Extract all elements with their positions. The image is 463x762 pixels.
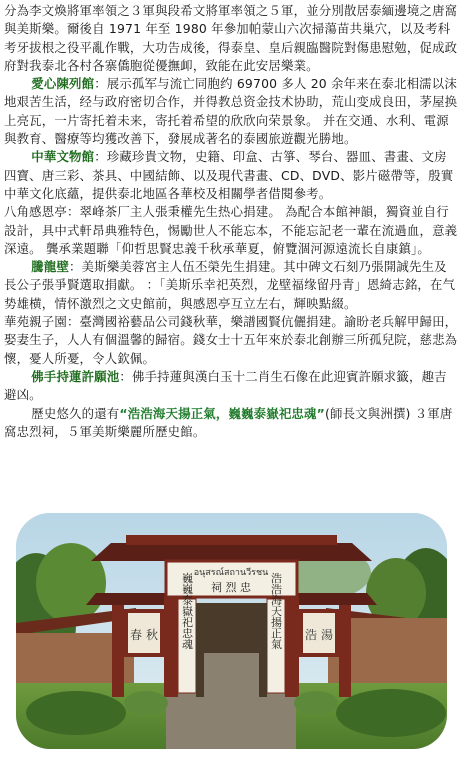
museum-heading: 愛心陳列館 <box>31 76 95 92</box>
buddha-pool-paragraph <box>4 368 459 405</box>
cultural-paragraph <box>4 148 459 203</box>
closing-suffix: (師長文與洲撰) ３軍唐窩忠烈祠，５軍美斯樂麗所歷史館。 <box>4 405 453 439</box>
museum-text: ：展示孤军与流亡同胞约 69700 多人 20 余年来在泰北相濡以沫地艰苦生活，经与政府密切合作，并得教总资金技术协助，荒山变成良田，茅屋换上亮瓦，一片寄托着未来，寄托着希望的欣欣向荣景象。 并在交通、水利、電源與教育、醫療等均獲改善下，發展成著名的泰國旅遊觀光勝地。 <box>4 76 458 147</box>
panel-left-char-1: 春 <box>129 628 143 642</box>
memorial-gate-photo <box>16 513 447 749</box>
garden-paragraph: 華苑親子園：臺灣國裕藝品公司錢秋華，樂譜國賢伉儷捐建。諭盼老兵解甲歸田，娶妻生子，人人有個溫馨的歸宿。錢女士十五年來於泰北創辦三所孤兒院，慈悲為懷，憂人所憂，令人欽佩。 <box>4 314 458 366</box>
closing-quote: “浩浩海天揚正氣，巍巍泰嶽祀忠魂” <box>119 405 325 421</box>
panel-left-char-2: 秋 <box>145 628 159 642</box>
sign-chinese-text: 祠 烈 忠 <box>211 581 251 594</box>
pavilion-paragraph: 八角感恩亭：翠峰茶厂主人張秉權先生热心捐建。 為配合本館神韻，獨資並自行設計，具中式軒昂典雅特色，惕勵世人不能忘本，不能忘記老一輩在流過血，意義深遠。 龔承業題聯「仰哲思賢忠義千秋承華夏，俯覽涸河源遠流长自康鎮」。 <box>4 204 458 256</box>
doorway-light <box>204 653 259 697</box>
closing-paragraph <box>4 405 459 442</box>
museum-paragraph <box>4 75 459 148</box>
dragon-wall-text: ：美斯樂美蓉宮主人伍丕榮先生捐建。其中碑文石刻乃張開誠先生及長公子張爭賢選取捐獻。 ：「美斯乐幸祀英烈，龙壁福缘留丹青」恩綺志銘，在气势雄横，情怀激烈之文史館前，與感恩亭互立左右，輝映點綴。 <box>4 259 456 311</box>
cultural-heading: 中華文物館 <box>31 149 95 165</box>
couplet-left: 巍巍泰嶽祀忠魂 <box>180 572 194 650</box>
panel-right-char-1: 浩 <box>304 628 318 642</box>
dragon-wall-heading: 騰龍壁 <box>31 259 70 275</box>
sign-thai-text: อนุสรณ์สถานวีรชน <box>193 568 269 578</box>
buddha-pool-text: ：佛手持蓮與漢白玉十二肖生石像在此迎賓許願求籤，趣吉避凶。 <box>4 368 447 403</box>
panel-right-char-2: 湯 <box>320 628 334 642</box>
closing-prefix: 歷史悠久的還有 <box>31 405 120 421</box>
intro-paragraph: 分為李文煥將軍率領之３軍與段希文將軍率領之５軍，並分別散居泰緬邊境之唐窩與美斯樂。爾後自 1971 年至 1980 年參加帕蒙山六次掃蕩苗共巢穴，以及考科考牙拔根之役平亂作戰，大功告成後，得泰皇、皇后親臨醫院對傷患慰勉，促成政府對我泰北各村各寨僑胞從優撫卹，致能在此安居樂業。 <box>4 3 458 73</box>
path <box>166 688 296 749</box>
dragon-wall-paragraph <box>4 258 459 313</box>
cultural-text: ：珍藏珍貴文物，史籍、印盒、古箏、琴台、器皿、書畫、文房四寶、唐三彩、茶具、中國結飾、以及現代書畫、CD、DVD、影片磁帶等，殷實中華文化底蘊，提供泰北地區各華校及相關學者借閱參考。 <box>4 149 454 201</box>
buddha-pool-heading: 佛手持蓮許願池 <box>31 368 120 384</box>
couplet-right: 浩浩海天揚正氣 <box>269 572 283 650</box>
article-text <box>4 2 459 441</box>
